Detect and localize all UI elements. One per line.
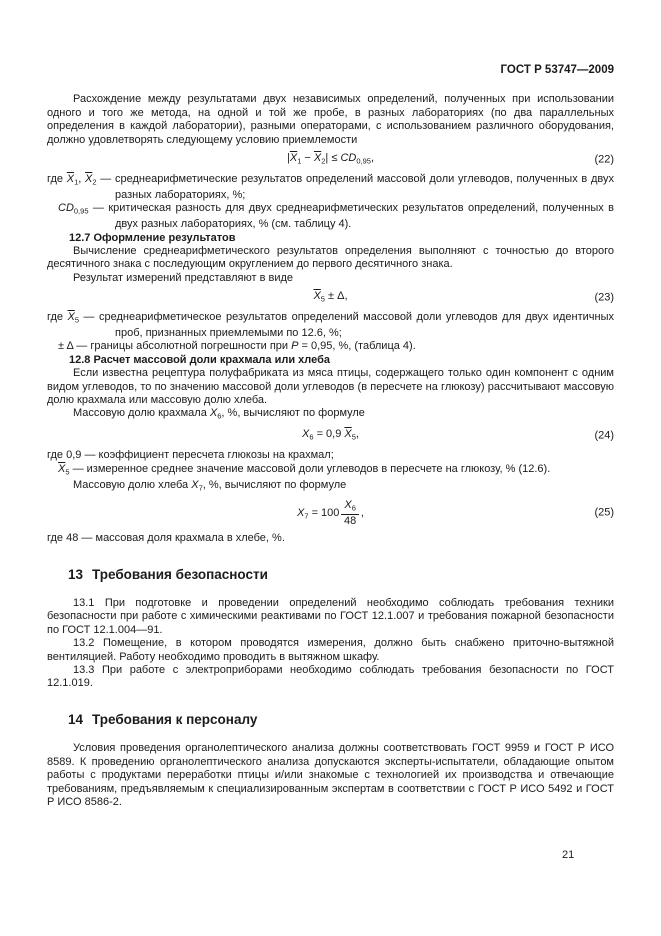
formula-23 [47,290,614,306]
page-content [47,64,614,809]
definition-item: $CD_{0,95}$ — критическая разность для двух среднеарифметических результатов определений, полученных в двух разных лабораториях, % (см. таблицу 4). [58,202,614,231]
formula-25-number: (25) [594,506,614,519]
subsection-heading-12-7: 12.7 Оформление результатов [69,231,236,244]
definition-item: где 48 — массовая доля крахмала в хлебе, %. [47,532,285,545]
definition-item: $\overline{X}_5$ — измеренное среднее значение массовой доли углеводов в пересчете на глюкозу, % (12.6). [58,462,551,477]
formula-24-expression: $X_6 = 0,9$ $\overline{X}_5$, [302,428,359,442]
section-13-number: 13 [68,566,84,582]
paragraph-13-1: 13.1 При подготовке и проведении определений необходимо соблюдать требования техники безопасности при работе с химическими реактивами по ГОСТ 12.1.007 и требования пожарной безопасности по ГОСТ 12.1.004—91. [47,597,614,636]
formula-25 [47,499,614,527]
definition-list-formula-25 [47,532,614,545]
paragraph-discrepancy-conditions: Расхождение между результатами двух независимых определений, полученных при использовании одного и того же метода, на одной и той же пробе, в разных лабораториях (по два параллельных определения в каждой лаборатории), разными операторами, с использованием различного оборудования, должно удовлетворять следующему условию приемлемости [47,93,614,146]
page-number: 21 [562,849,575,861]
fraction [341,499,359,527]
section-14-heading [47,713,614,726]
paragraph-rounding-rule: Вычисление среднеарифметического результатов определения выполняют с точностью до второго десятичного знака с последующим округлением до первого десятичного знака. [47,244,614,271]
paragraph-starch-formula-lead: Массовую долю крахмала $X_6$, %, вычисляют по формуле [73,407,365,421]
section-14-number: 14 [68,711,84,727]
paragraph-13-2: 13.2 Помещение, в котором проводятся измерения, должно быть снабжено приточно-вытяжной вентиляцией. Работу необходимо проводить в вытяжном шкафу. [47,637,614,663]
definition-item: где $\overline{X}_5$ — среднеарифметическое результатов определений массовой доли углеводов для двух идентичных проб, признанных приемлемыми по 12.6, %; [47,311,614,339]
paragraph-result-form: Результат измерений представляют в виде [73,271,293,284]
fraction-denominator: 48 [344,514,357,527]
paragraph-14-body: Условия проведения органолептического анализа должны соответствовать ГОСТ 9959 и ГОСТ Р ИСО 8589. К проведению органолептического анализа допускаются эксперты-испытатели, обладающие опытом работы с продуктами переработки птицы и/или знакомые с технологией их производства и отвечающие требованиям, предъявляемым к специализированным экспертам в соответствии с ГОСТ Р ИСО 5492 и ГОСТ Р ИСО 8586-2. [47,742,614,808]
definition-item: ± Δ — границы абсолютной погрешности при P = 0,95, %, (таблица 4). [58,340,416,353]
formula-22 [47,152,614,168]
definition-list-formula-24 [47,449,614,478]
paragraph-bread-formula-lead: Массовую долю хлеба $X_7$, %, вычисляют по формуле [73,478,347,493]
subsection-heading-12-8: 12.8 Расчет массовой доли крахмала или хлеба [69,353,331,366]
formula-22-number: (22) [594,153,614,166]
definition-list-formula-22 [47,173,614,232]
paragraph-starch-bread-calc: Если известна рецептура полуфабриката из мяса птицы, содержащего только один компонент с одним видом углеводов, то по значению массовой доли углеводов (в пересчете на глюкозу) рассчитывают массовую долю крахмала или массовую долю хлеба. [47,367,614,407]
formula-22-expression: $|\overline{X}_1 - \overline{X}_2| \le CD_{0,95}$, [286,152,374,166]
section-13-title: Требования безопасности [92,566,268,582]
formula-23-number: (23) [594,291,614,304]
definition-item: где 0,9 — коэффициент пересчета глюкозы на крахмал; [47,449,334,462]
standard-reference-header: ГОСТ Р 53747—2009 [500,64,614,76]
formula-25-expression: $X_7 = 100$ $\frac{X_6}{48}$ , [297,499,364,527]
section-13-heading [47,568,614,581]
formula-24-number: (24) [594,429,614,442]
formula-24 [47,428,614,444]
definition-item: где $\overline{X}_1$, $\overline{X}_2$ — среднеарифметические результатов определений массовой доли углеводов, полученных в двух разных лабораториях, %; [47,172,614,201]
section-14-title: Требования к персоналу [92,711,258,727]
fraction-numerator: $X_6$ [341,499,359,514]
paragraph-13-3: 13.3 При работе с электроприборами необходимо соблюдать требования безопасности по ГОСТ 12.1.019. [47,664,614,690]
definition-list-formula-23 [47,311,614,354]
formula-23-expression: $\overline{X}_5 \pm \Delta$, [313,290,348,304]
